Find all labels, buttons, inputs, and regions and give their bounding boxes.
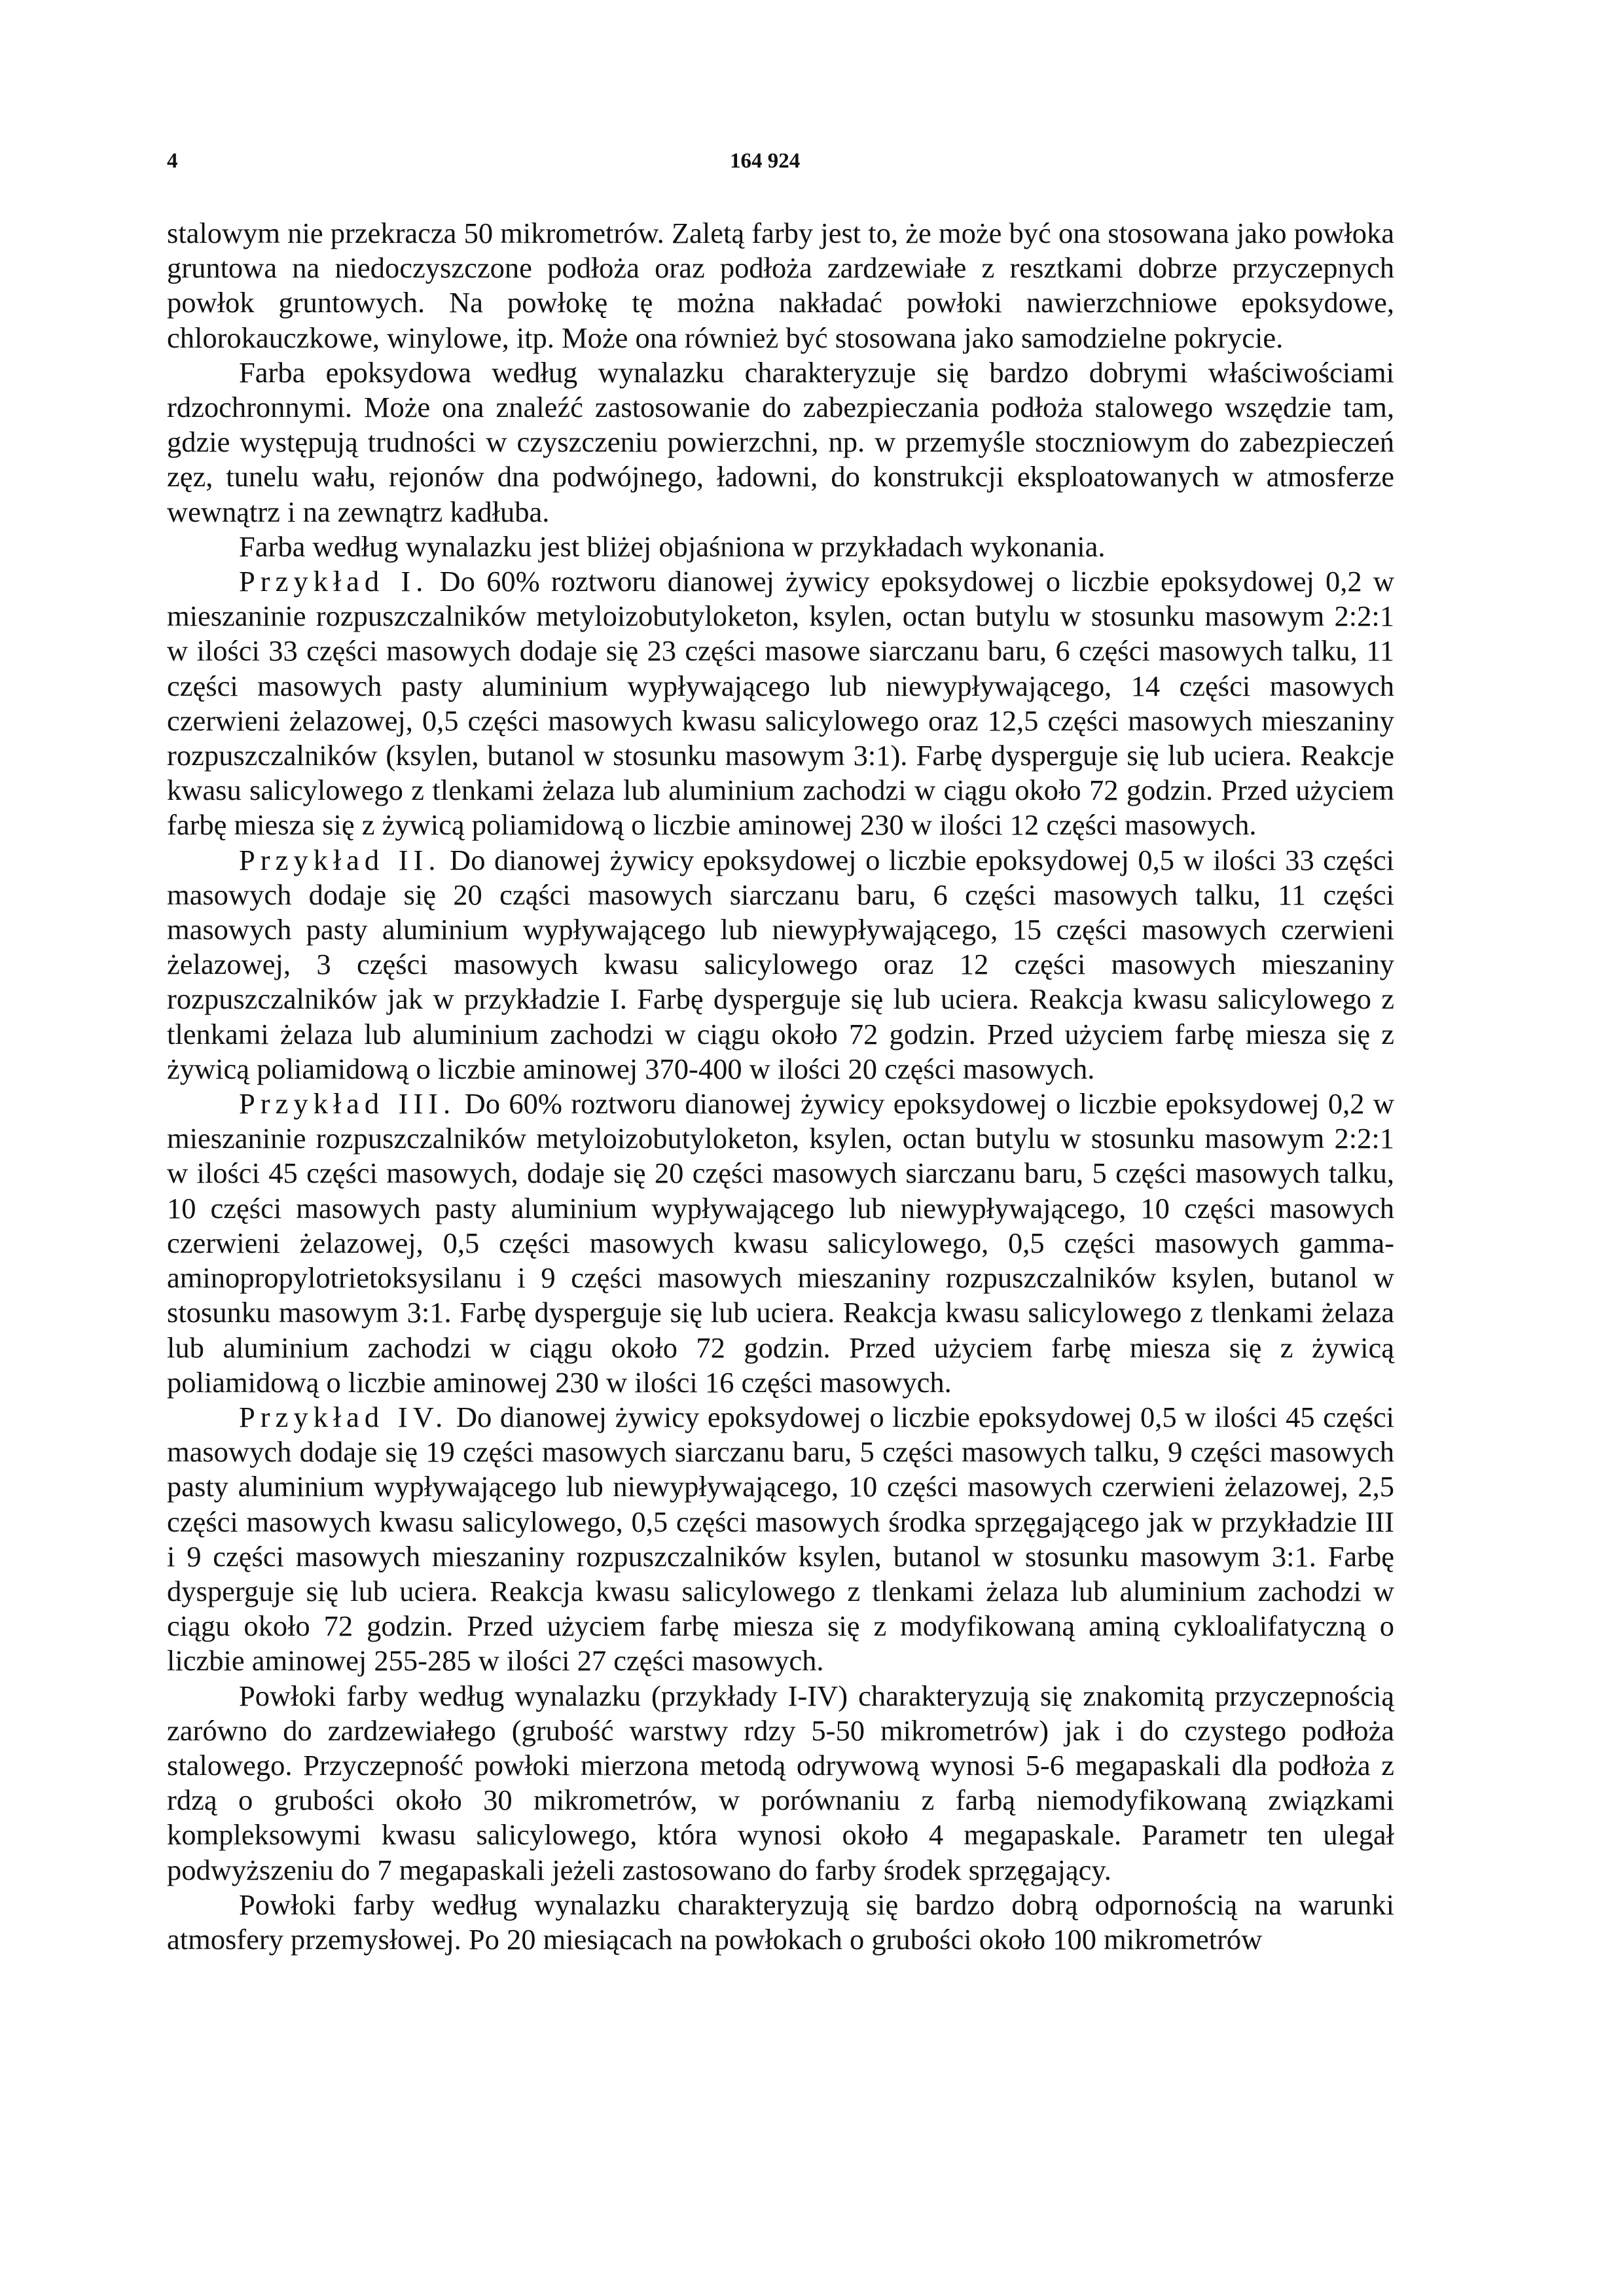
paragraph-text: stalowym nie przekracza 50 mikrometrów. Zaletą farby jest to, że może być ona stosowana jako powłoka gruntowa na niedoczyszczone podłoża oraz podłoża zardzewiałe z resztkami dobrze przyczepnych powłok gruntowych. Na powłokę tę można nakładać powłoki nawierzchniowe epoksydowe, chlorokauczkowe, winylowe, itp. Może ona również być stosowana jako samodzielne pokrycie.	[167, 217, 1394, 354]
paragraph	[167, 1888, 1394, 1957]
example-paragraph	[167, 843, 1394, 1086]
example-heading: Przykład IV.	[239, 1400, 448, 1433]
paragraph-text: Do 60% roztworu dianowej żywicy epoksydowej o liczbie epoksydowej 0,2 w mieszaninie rozpuszczalników metyloizobutyloketon, ksylen, octan butylu w stosunku masowym 2:2:1 w ilości 33 części masowych dodaje się 23 części masowe siarczanu baru, 6 części masowych talku, 11 części masowych pasty aluminium wypływającego lub niewypływającego, 14 części masowych czerwieni żelazowej, 0,5 części masowych kwasu salicylowego oraz 12,5 części masowych mieszaniny rozpuszczalników (ksylen, butanol w stosunku masowym 3:1). Farbę dysperguje się lub uciera. Reakcje kwasu salicylowego z tlenkami żelaza lub aluminium zachodzi w ciągu około 72 godzin. Przed użyciem farbę miesza się z żywicą poliamidową o liczbie aminowej 230 w ilości 12 części masowych.	[167, 565, 1394, 842]
paragraph-text: Do dianowej żywicy epoksydowej o liczbie epoksydowej 0,5 w ilości 45 części masowych dodaje się 19 części masowych siarczanu baru, 5 części masowych talku, 9 części masowych pasty aluminium wypływającego lub niewypływającego, 10 części masowych czerwieni żelazowej, 2,5 części masowych kwasu salicylowego, 0,5 części masowych środka sprzęgającego jak w przykładzie III i 9 części masowych mieszaniny rozpuszczalników ksylen, butanol w stosunku masowym 3:1. Farbę dysperguje się lub uciera. Reakcja kwasu salicylowego z tlenkami żelaza lub aluminium zachodzi w ciągu około 72 godzin. Przed użyciem farbę miesza się z modyfikowaną aminą cykloalifatyczną o liczbie aminowej 255-285 w ilości 27 części masowych.	[167, 1400, 1394, 1677]
example-paragraph	[167, 1086, 1394, 1400]
paragraph-text: Farba epoksydowa według wynalazku charakteryzuje się bardzo dobrymi właściwościami rdzochronnymi. Może ona znaleźć zastosowanie do zabezpieczania podłoża stalowego wszędzie tam, gdzie występują trudności w czyszczeniu powierzchni, np. w przemyśle stoczniowym do zabezpieczeń zęz, tunelu wału, rejonów dna podwójnego, ładowni, do konstrukcji eksploatowanych w atmosferze wewnątrz i na zewnątrz kadłuba.	[167, 355, 1394, 528]
paragraph-text: Farba według wynalazku jest bliżej objaśniona w przykładach wykonania.	[239, 529, 1106, 563]
body-text	[167, 216, 1394, 1957]
paragraph	[167, 355, 1394, 529]
page-number: 4	[167, 149, 178, 173]
patent-number: 164 924	[730, 149, 801, 173]
example-paragraph	[167, 564, 1394, 843]
example-paragraph	[167, 1400, 1394, 1679]
paragraph-text: Powłoki farby według wynalazku (przykłady I-IV) charakteryzują się znakomitą przyczepnością zarówno do zardzewiałego (grubość warstwy rdzy 5-50 mikrometrów) jak i do czystego podłoża stalowego. Przyczepność powłoki mierzona metodą odrywową wynosi 5-6 megapaskali dla podłoża z rdzą o grubości około 30 mikrometrów, w porównaniu z farbą niemodyfikowaną związkami kompleksowymi kwasu salicylowego, która wynosi około 4 megapaskale. Parametr ten ulegał podwyższeniu do 7 megapaskali jeżeli zastosowano do farby środek sprzęgający.	[167, 1679, 1394, 1886]
paragraph	[167, 1679, 1394, 1888]
paragraph	[167, 529, 1394, 564]
example-heading: Przykład I.	[239, 565, 429, 598]
paragraph-text: Powłoki farby według wynalazku charakteryzują się bardzo dobrą odpornością na warunki atmosfery przemysłowej. Po 20 miesiącach na powłokach o grubości około 100 mikrometrów	[167, 1888, 1394, 1956]
paragraph	[167, 216, 1394, 355]
paragraph-text: Do 60% roztworu dianowej żywicy epoksydowej o liczbie epoksydowej 0,2 w mieszaninie rozpuszczalników metyloizobutyloketon, ksylen, octan butylu w stosunku masowym 2:2:1 w ilości 45 części masowych, dodaje się 20 części masowych siarczanu baru, 5 części masowych talku, 10 części masowych pasty aluminium wypływającego lub niewypływającego, 10 części masowych czerwieni żelazowej, 0,5 części masowych kwasu salicylowego, 0,5 części masowych gamma-aminopropylotrietoksysilanu i 9 części masowych mieszaniny rozpuszczalników ksylen, butanol w stosunku masowym 3:1. Farbę dysperguje się lub uciera. Reakcja kwasu salicylowego z tlenkami żelaza lub aluminium zachodzi w ciągu około 72 godzin. Przed użyciem farbę miesza się z żywicą poliamidową o liczbie aminowej 230 w ilości 16 części masowych.	[167, 1087, 1394, 1399]
example-heading: Przykład III.	[239, 1087, 456, 1121]
page-header	[167, 149, 1394, 182]
example-heading: Przykład II.	[239, 843, 441, 876]
paragraph-text: Do dianowej żywicy epoksydowej o liczbie epoksydowej 0,5 w ilości 33 części masowych dodaje się 20 cząści masowych siarczanu baru, 6 części masowych talku, 11 części masowych pasty aluminium wypływającego lub niewypływającego, 15 części masowych czerwieni żelazowej, 3 części masowych kwasu salicylowego oraz 12 części masowych mieszaniny rozpuszczalników jak w przykładzie I. Farbę dysperguje się lub uciera. Reakcja kwasu salicylowego z tlenkami żelaza lub aluminium zachodzi w ciągu około 72 godzin. Przed użyciem farbę miesza się z żywicą poliamidową o liczbie aminowej 370-400 w ilości 20 części masowych.	[167, 843, 1394, 1085]
